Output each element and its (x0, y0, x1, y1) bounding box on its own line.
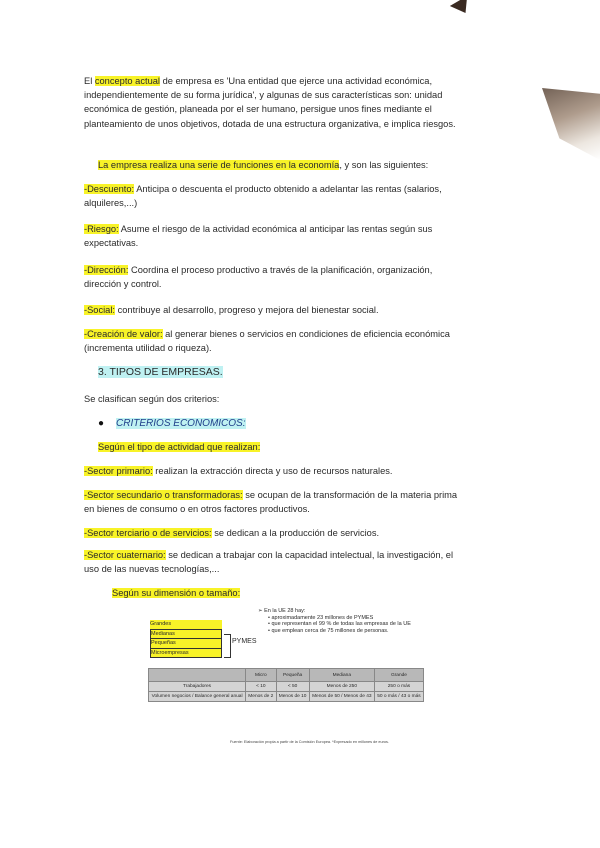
sector-cuaternario: -Sector cuaternario: se dedican a trabajar con la capacidad intelectual, la investigación, el uso de las nuevas tecnologías,... (84, 550, 454, 575)
table-row (149, 692, 424, 702)
note-item: • que emplean cerca de 75 millones de personas. (268, 627, 389, 634)
paragraph-concepto: El concepto actual de empresa es 'Una entidad que ejerce una actividad económica, independientemente de su forma jurídica', y algunas de sus características son: unidad económica de gestión, planeada por el ser humano, persigue unos fines mediante el planteamiento de unos objetivos, dotada de una estructura organizativa, e implica riesgos. (84, 76, 456, 129)
function-descuento: -Descuento: Anticipa o descuenta el producto obtenido a adelantar las rentas (salarios, alquileres,...) (84, 184, 442, 209)
scanned-edge (542, 88, 600, 160)
section-intro: Se clasifican según dos criterios: (84, 394, 220, 404)
note-item: • aproximadamente 23 millones de PYMES (268, 614, 374, 621)
table-header: Micro (246, 669, 276, 682)
size-list (150, 620, 222, 658)
table-cell: 250 o más (374, 682, 423, 692)
pymes-notes (258, 608, 426, 634)
bullet-criterios: ● CRITERIOS ECONOMICOS: (98, 418, 246, 429)
size-item: Grandes (150, 620, 222, 629)
size-figure (146, 608, 428, 756)
size-item: Pequeñas (150, 639, 222, 648)
table-cell: 50 o más / 43 o más (374, 692, 423, 702)
function-direccion: -Dirección: Coordina el proceso productivo a través de la planificación, organización, dirección y control. (84, 265, 433, 290)
subheading-actividad: Según el tipo de actividad que realizan: (98, 442, 261, 452)
function-social: -Social: contribuye al desarrollo, progreso y mejora del bienestar social. (84, 305, 379, 315)
table-header: Pequeña (276, 669, 309, 682)
note-item: • que representan el 99 % de todas las empresas de la UE (268, 621, 411, 627)
sector-secundario: -Sector secundario o transformadoras: se ocupan de la transformación de la materia prima en bienes de consumo o en otros factores productivos. (84, 490, 458, 515)
size-item: Medianas (150, 629, 222, 640)
bullet-dot-icon: ● (98, 418, 105, 429)
table-cell: < 10 (246, 682, 276, 692)
table-header (149, 669, 246, 682)
table-cell: Menos de 250 (309, 682, 374, 692)
sector-terciario: -Sector terciario o de servicios: se dedican a la producción de servicios. (84, 528, 380, 538)
table-header: Mediana (309, 669, 374, 682)
notes-heading: ➢ En la UE 28 hay: (258, 608, 306, 614)
subheading-dimension: Según su dimensión o tamaño: (112, 588, 241, 598)
table-row (149, 682, 424, 692)
highlight-concepto: concepto actual (94, 76, 160, 86)
pymes-bracket (224, 634, 231, 658)
table-header-row (149, 669, 424, 682)
pymes-label: PYMES (232, 638, 257, 645)
corner-mark (450, 0, 474, 18)
paragraph-funciones: La empresa realiza una serie de funciones en la economía, y son las siguientes: (98, 160, 429, 170)
table-cell: Menos de 2 (246, 692, 276, 702)
function-riesgo: -Riesgo: Asume el riesgo de la actividad económica al anticipar las rentas según sus expectativas. (84, 224, 433, 249)
section-title: 3. TIPOS DE EMPRESAS. (98, 366, 223, 378)
function-creacion-valor: -Creación de valor: al generar bienes o servicios en condiciones de eficiencia económica (incrementa utilidad o riqueza). (84, 329, 450, 354)
table-cell: Volumen negocios / Balance general anual (149, 692, 246, 702)
size-table (148, 668, 424, 702)
table-cell: Menos de 50 / Menos de 43 (309, 692, 374, 702)
table-header: Grande (374, 669, 423, 682)
size-item: Microempresas (150, 648, 222, 659)
table-source: Fuente: Elaboración propia a partir de la Comisión Europea. *Expresado en millones de euros. (230, 740, 389, 744)
sector-primario: -Sector primario: realizan la extracción directa y uso de recursos naturales. (84, 466, 393, 476)
table-cell: < 50 (276, 682, 309, 692)
table-cell: Trabajadores (149, 682, 246, 692)
table-cell: Menos de 10 (276, 692, 309, 702)
